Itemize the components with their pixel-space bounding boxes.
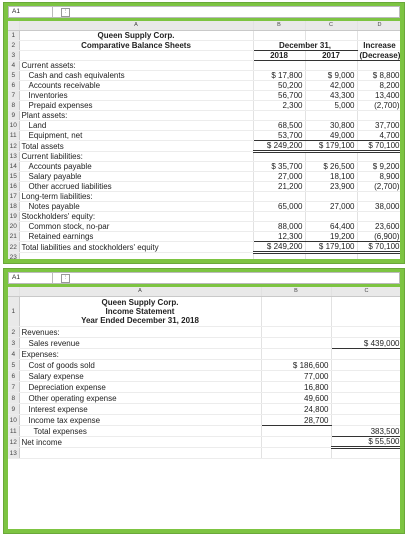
value-change[interactable]: $ 8,800 <box>357 71 400 81</box>
cell[interactable] <box>305 152 357 162</box>
value-change[interactable]: 23,600 <box>357 222 400 232</box>
row-header[interactable]: 22 <box>8 242 19 253</box>
row-header[interactable]: 21 <box>8 232 19 242</box>
value-amount[interactable]: 24,800 <box>261 404 331 415</box>
cell[interactable] <box>19 51 253 61</box>
total-label[interactable]: Total liabilities and stockholders' equity <box>19 242 253 253</box>
value-2018[interactable]: $ 35,700 <box>253 162 305 172</box>
cell[interactable] <box>357 61 400 71</box>
value-change[interactable]: (6,900) <box>357 232 400 242</box>
statement-title[interactable]: Comparative Balance Sheets <box>19 41 253 51</box>
row-header[interactable]: 2 <box>8 327 19 338</box>
value-2017[interactable]: 5,000 <box>305 101 357 111</box>
cell[interactable] <box>331 349 400 360</box>
line-item-label[interactable]: Accounts payable <box>19 162 253 172</box>
row-header[interactable]: 7 <box>8 382 19 393</box>
column-header-b[interactable]: B <box>253 21 305 31</box>
cell[interactable] <box>19 448 261 459</box>
value-change[interactable]: $ 9,200 <box>357 162 400 172</box>
income-statement-window <box>3 268 405 534</box>
section-label[interactable]: Current assets: <box>19 61 253 71</box>
cell[interactable] <box>305 111 357 121</box>
value-2017[interactable]: 64,400 <box>305 222 357 232</box>
select-all-corner[interactable] <box>8 21 19 31</box>
increase-header[interactable]: Increase <box>357 41 400 51</box>
company-title[interactable]: Queen Supply Corp. <box>19 31 253 41</box>
value-2018[interactable]: 12,300 <box>253 232 305 242</box>
cell[interactable] <box>253 111 305 121</box>
value-2017[interactable]: 43,300 <box>305 91 357 101</box>
value-2017[interactable]: 30,800 <box>305 121 357 131</box>
cell[interactable] <box>331 382 400 393</box>
line-item-label[interactable]: Land <box>19 121 253 131</box>
value-2018[interactable]: 2,300 <box>253 101 305 111</box>
name-box[interactable]: A1 <box>9 273 53 283</box>
line-item-label[interactable]: Prepaid expenses <box>19 101 253 111</box>
cell[interactable] <box>261 437 331 448</box>
section-label[interactable]: Long-term liabilities: <box>19 192 253 202</box>
row-header[interactable]: 3 <box>8 51 19 61</box>
column-header-a[interactable]: A <box>19 21 253 31</box>
cell[interactable] <box>261 327 331 338</box>
value-2017[interactable]: $ 179,100 <box>305 242 357 253</box>
value-2018[interactable]: $ 249,200 <box>253 242 305 253</box>
line-item-label[interactable]: Sales revenue <box>19 338 261 349</box>
cell[interactable] <box>331 297 400 327</box>
total-label[interactable]: Total assets <box>19 141 253 152</box>
row-header[interactable]: 5 <box>8 71 19 81</box>
line-item-label[interactable]: Depreciation expense <box>19 382 261 393</box>
row-header[interactable]: 23 <box>8 253 19 259</box>
company-title: Queen Supply Corp. <box>101 298 179 308</box>
row-header[interactable]: 5 <box>8 360 19 371</box>
line-item-label[interactable]: Equipment, net <box>19 131 253 141</box>
year-2018-header[interactable]: 2018 <box>253 51 305 61</box>
select-all-corner[interactable] <box>8 287 19 297</box>
value-2017[interactable]: 27,000 <box>305 202 357 212</box>
cell[interactable] <box>331 448 400 459</box>
balance-sheet-grid <box>8 21 400 259</box>
year-2017-header[interactable]: 2017 <box>305 51 357 61</box>
value-2017[interactable]: $ 26,500 <box>305 162 357 172</box>
formula-bar <box>8 6 400 18</box>
line-item-label[interactable]: Other accrued liabilities <box>19 182 253 192</box>
value-change[interactable]: 13,400 <box>357 91 400 101</box>
value-2018[interactable]: 50,200 <box>253 81 305 91</box>
cell[interactable] <box>261 338 331 349</box>
cell[interactable] <box>253 212 305 222</box>
cell[interactable] <box>261 349 331 360</box>
row-header[interactable]: 20 <box>8 222 19 232</box>
line-item-label[interactable]: Cost of goods sold <box>19 360 261 371</box>
row-header[interactable]: 13 <box>8 448 19 459</box>
value-total[interactable]: 383,500 <box>331 426 400 437</box>
row-header[interactable]: 11 <box>8 426 19 437</box>
line-item-label[interactable]: Income tax expense <box>19 415 261 426</box>
value-change[interactable]: (2,700) <box>357 182 400 192</box>
column-header-a[interactable]: A <box>19 287 261 297</box>
value-2018[interactable]: 65,000 <box>253 202 305 212</box>
value-total[interactable]: $ 439,000 <box>331 338 400 349</box>
row-header[interactable]: 19 <box>8 212 19 222</box>
value-change[interactable]: 8,200 <box>357 81 400 91</box>
row-header[interactable]: 10 <box>8 121 19 131</box>
fx-icon[interactable]: ⋮ <box>62 274 69 281</box>
row-header[interactable]: 4 <box>8 349 19 360</box>
value-change[interactable]: 38,000 <box>357 202 400 212</box>
row-header[interactable]: 8 <box>8 101 19 111</box>
cell[interactable] <box>357 111 400 121</box>
row-header[interactable]: 6 <box>8 81 19 91</box>
section-label[interactable]: Current liabilities: <box>19 152 253 162</box>
line-item-label[interactable]: Other operating expense <box>19 393 261 404</box>
section-label[interactable]: Stockholders' equity: <box>19 212 253 222</box>
value-amount[interactable]: $ 186,600 <box>261 360 331 371</box>
value-2017[interactable]: 49,000 <box>305 131 357 141</box>
value-2018[interactable]: 21,200 <box>253 182 305 192</box>
line-item-label[interactable]: Common stock, no-par <box>19 222 253 232</box>
cell[interactable] <box>331 415 400 426</box>
line-item-label[interactable]: Salary expense <box>19 371 261 382</box>
row-header[interactable]: 13 <box>8 152 19 162</box>
value-total[interactable]: $ 55,500 <box>331 437 400 448</box>
cell[interactable] <box>253 253 305 259</box>
fx-icon[interactable]: ⋮ <box>62 8 69 15</box>
row-header[interactable]: 15 <box>8 172 19 182</box>
cell[interactable] <box>305 61 357 71</box>
row-header[interactable]: 12 <box>8 437 19 448</box>
cell[interactable] <box>253 192 305 202</box>
row-header[interactable]: 4 <box>8 61 19 71</box>
row-header[interactable]: 3 <box>8 338 19 349</box>
cell[interactable] <box>305 192 357 202</box>
section-label[interactable]: Plant assets: <box>19 111 253 121</box>
value-2018[interactable]: 68,500 <box>253 121 305 131</box>
cell[interactable] <box>19 253 253 259</box>
row-header[interactable]: 18 <box>8 202 19 212</box>
cell[interactable] <box>261 426 331 437</box>
line-item-label[interactable]: Interest expense <box>19 404 261 415</box>
column-header-b[interactable]: B <box>261 287 331 297</box>
row-header[interactable]: 10 <box>8 415 19 426</box>
row-header[interactable]: 9 <box>8 111 19 121</box>
row-header[interactable]: 17 <box>8 192 19 202</box>
cell[interactable] <box>357 31 400 41</box>
value-amount[interactable]: 28,700 <box>261 415 331 426</box>
cell[interactable] <box>305 31 357 41</box>
cell[interactable] <box>357 212 400 222</box>
row-header[interactable]: 11 <box>8 131 19 141</box>
value-amount[interactable]: 49,600 <box>261 393 331 404</box>
cell[interactable] <box>253 31 305 41</box>
row-header[interactable]: 14 <box>8 162 19 172</box>
line-item-label[interactable]: Salary payable <box>19 172 253 182</box>
value-amount[interactable]: 77,000 <box>261 371 331 382</box>
value-2018[interactable]: 88,000 <box>253 222 305 232</box>
cell[interactable] <box>357 192 400 202</box>
line-item-label[interactable]: Total expenses <box>19 426 261 437</box>
formula-bar <box>8 272 400 284</box>
cell[interactable] <box>305 253 357 259</box>
cell[interactable] <box>261 448 331 459</box>
cell[interactable] <box>261 297 331 327</box>
row-header[interactable]: 9 <box>8 404 19 415</box>
income-statement-grid <box>8 287 400 529</box>
row-header[interactable]: 16 <box>8 182 19 192</box>
row-header[interactable]: 1 <box>8 31 19 41</box>
cell[interactable] <box>331 360 400 371</box>
period-header[interactable]: December 31, <box>253 41 357 51</box>
balance-sheet-window <box>3 2 405 264</box>
value-change[interactable]: 8,900 <box>357 172 400 182</box>
cell[interactable] <box>331 393 400 404</box>
value-2017[interactable]: $ 179,100 <box>305 141 357 152</box>
row-header[interactable]: 8 <box>8 393 19 404</box>
total-label[interactable]: Net income <box>19 437 261 448</box>
row-header[interactable]: 12 <box>8 141 19 152</box>
line-item-label[interactable]: Accounts receivable <box>19 81 253 91</box>
line-item-label[interactable]: Notes payable <box>19 202 253 212</box>
row-header[interactable]: 1 <box>8 297 19 327</box>
column-header-d[interactable]: D <box>357 21 400 31</box>
value-change[interactable]: 37,700 <box>357 121 400 131</box>
value-amount[interactable]: 16,800 <box>261 382 331 393</box>
value-2018[interactable]: $ 17,800 <box>253 71 305 81</box>
cell[interactable] <box>331 404 400 415</box>
value-2017[interactable]: 18,100 <box>305 172 357 182</box>
value-2018[interactable]: 56,700 <box>253 91 305 101</box>
cell[interactable] <box>305 212 357 222</box>
row-header[interactable]: 7 <box>8 91 19 101</box>
value-2017[interactable]: $ 9,000 <box>305 71 357 81</box>
value-2017[interactable]: 23,900 <box>305 182 357 192</box>
row-header[interactable]: 6 <box>8 371 19 382</box>
value-change[interactable]: 4,700 <box>357 131 400 141</box>
value-change[interactable]: $ 70,100 <box>357 242 400 253</box>
row-header[interactable]: 2 <box>8 41 19 51</box>
value-2017[interactable]: 19,200 <box>305 232 357 242</box>
decrease-header[interactable]: (Decrease) <box>357 51 400 61</box>
section-label[interactable]: Revenues: <box>19 327 261 338</box>
value-2018[interactable]: 53,700 <box>253 131 305 141</box>
cell[interactable] <box>357 152 400 162</box>
cell[interactable] <box>253 152 305 162</box>
section-label[interactable]: Expenses: <box>19 349 261 360</box>
statement-title: Income Statement <box>105 307 175 317</box>
period-title: Year Ended December 31, 2018 <box>81 316 199 326</box>
cell[interactable] <box>331 327 400 338</box>
column-header-c[interactable]: C <box>331 287 400 297</box>
value-change[interactable]: $ 70,100 <box>357 141 400 152</box>
value-change[interactable]: (2,700) <box>357 101 400 111</box>
cell[interactable] <box>357 253 400 259</box>
line-item-label[interactable]: Inventories <box>19 91 253 101</box>
value-2018[interactable]: $ 249,200 <box>253 141 305 152</box>
statement-title-block[interactable] <box>19 297 261 327</box>
cell[interactable] <box>253 61 305 71</box>
cell[interactable] <box>331 371 400 382</box>
column-header-c[interactable]: C <box>305 21 357 31</box>
value-2018[interactable]: 27,000 <box>253 172 305 182</box>
line-item-label[interactable]: Retained earnings <box>19 232 253 242</box>
name-box[interactable]: A1 <box>9 7 53 17</box>
line-item-label[interactable]: Cash and cash equivalents <box>19 71 253 81</box>
value-2017[interactable]: 42,000 <box>305 81 357 91</box>
